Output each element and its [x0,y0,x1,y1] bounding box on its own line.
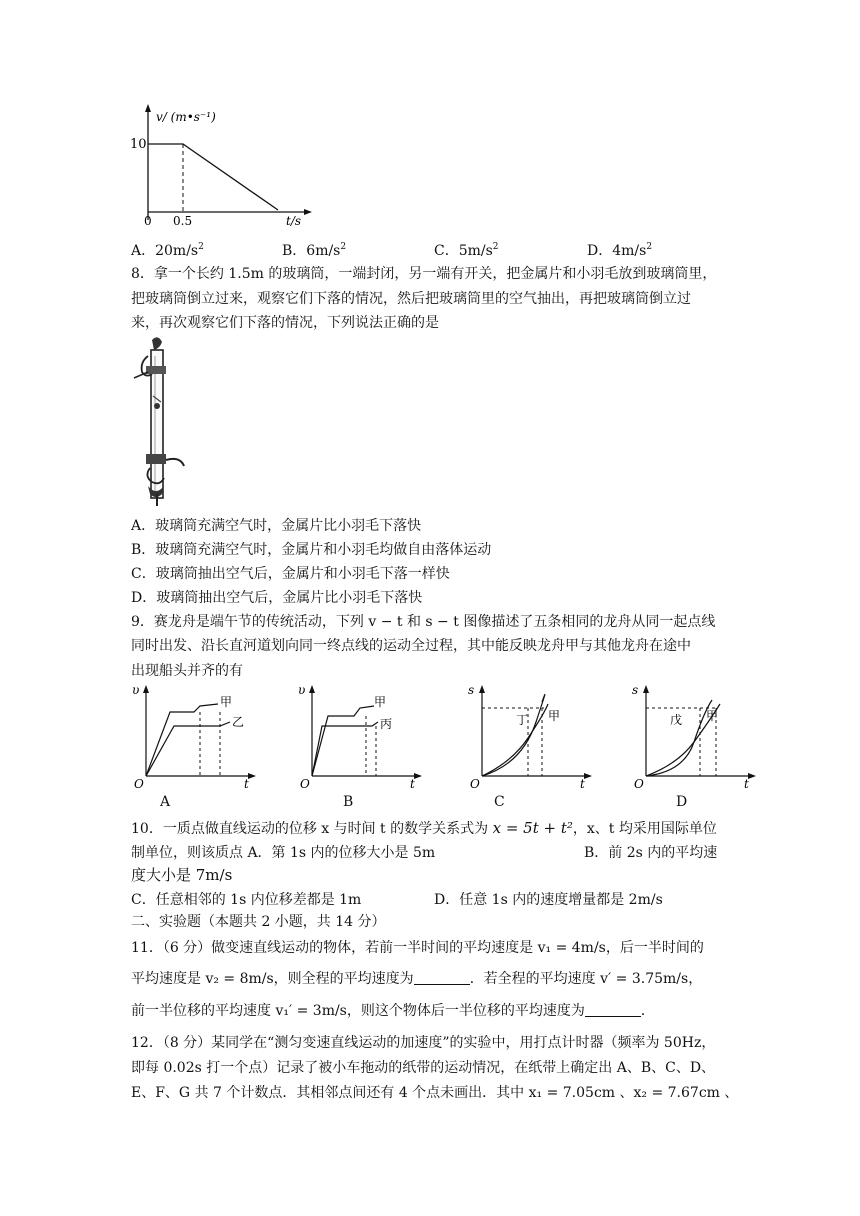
q7-origin: 0 [144,214,152,228]
q10-option-d: D．任意 1s 内的速度增量都是 2m/s [434,892,663,908]
q9d-y-label: s [632,683,639,697]
q9b-series1: 甲 [374,695,387,709]
q7-vt-graph [128,98,328,228]
q9-stem-line3: 出现船头并齐的有 [131,663,243,679]
q9-graph-b [294,682,434,790]
q7-option-a: A．$20m/s^2$ [131,242,204,259]
q9b-x-label: t [410,777,415,790]
q9d-series1: 甲 [706,709,719,723]
q10-stem-line2a: 制单位，则该质点 A．第 1s 内的位移大小是 5m [131,845,436,861]
q7-option-c: C．$5m/s^2$ [434,242,499,259]
q9-graph-d-label: D [676,794,688,810]
q9c-series2: 丁 [516,713,529,727]
q9a-origin: O [134,777,144,790]
q10-formula: x = 5t + t² [492,819,573,837]
q9d-origin: O [634,777,644,790]
q9b-origin: O [300,777,310,790]
q8-option-a: A．玻璃筒充满空气时，金属片比小羽毛下落快 [131,518,422,534]
q8-stem-line3: 来，再次观察它们下落的情况，下列说法正确的是 [131,315,439,331]
q9c-y-label: s [468,683,475,697]
q8-option-d: D．玻璃筒抽出空气后，金属片比小羽毛下落快 [131,590,423,606]
q9b-series2: 丙 [380,717,393,731]
q10-option-b: B．前 2s 内的平均速 [584,845,718,861]
q9c-x-label: t [580,777,585,790]
q10-stem-line3: 度大小是 7m/s [131,866,233,884]
q12-stem-line2: 即每 0.02s 打一个点）记录了被小车拖动的纸带的运动情况，在纸带上确定出 A、B、C、D、 [131,1060,716,1076]
q11-stem-line3: 前一半位移的平均速度 v₁′ = 3m/s，则这个物体后一半位移的平均速度为 ． [131,1003,655,1019]
q9a-y-label: υ [132,683,140,697]
q9a-series1: 甲 [220,695,233,709]
q9b-y-label: υ [298,683,306,697]
q11-answer-blank-2[interactable] [585,1002,641,1017]
q8-stem-line2: 把玻璃筒倒立过来，观察它们下落的情况，然后把玻璃筒里的空气抽出，再把玻璃筒倒立过 [131,291,691,307]
q9a-series2: 乙 [232,715,245,729]
q9-graph-a-label: A [160,794,171,810]
q11-stem-line1: 11．（6 分）做变速直线运动的物体，若前一半时间的平均速度是 v₁ = 4m/s，后一半时间的 [131,940,704,956]
q9-graph-b-label: B [343,794,354,810]
q7-option-d: D．$4m/s^2$ [587,242,653,259]
q9c-origin: O [470,777,480,790]
q9a-x-label: t [244,777,249,790]
section-2-heading: 二、实验题（本题共 2 小题，共 14 分） [131,914,386,930]
q9-graph-c [464,682,604,790]
q8-option-c: C．玻璃筒抽出空气后，金属片和小羽毛下落一样快 [131,566,450,582]
q12-stem-line3: E、F、G 共 7 个计数点．其相邻点间还有 4 个点未画出．其中 x₁ = 7.05cm 、x₂ = 7.67cm 、 [131,1085,739,1101]
q9-stem-line1: 9．赛龙舟是端午节的传统活动，下列 v − t 和 s − t 图像描述了五条相同的龙舟从同一起点线 [131,614,716,630]
q10-stem-line1: 10．一质点做直线运动的位移 x 与时间 t 的数学关系式为 x = 5t + t²，x、t 均采用国际单位 [131,819,717,837]
q8-option-b: B．玻璃筒充满空气时，金属片和小羽毛均做自由落体运动 [131,542,492,558]
q9d-x-label: t [744,777,749,790]
q9-stem-line2: 同时出发、沿长直河道划向同一终点线的运动全过程，其中能反映龙舟甲与其他龙舟在途中 [131,638,691,654]
q9c-series1: 甲 [548,709,561,723]
q7-y-label: v/ (m•s⁻¹) [156,110,216,124]
q9-graph-c-label: C [494,794,505,810]
q7-y-tick: 10 [130,137,147,152]
q9-graph-d [628,682,768,790]
q7-x-label: t/s [286,214,302,228]
glass-tube-illustration [128,336,188,508]
q9-graph-a [128,682,268,790]
q7-x-tick: 0.5 [173,214,193,228]
q7-option-b: B．$6m/s^2$ [282,242,347,259]
q10-option-c: C．任意相邻的 1s 内位移差都是 1m [131,892,362,908]
q12-stem-line1: 12．（8 分）某同学在“测匀变速直线运动的加速度”的实验中，用打点计时器（频率为 50Hz， [131,1035,716,1051]
q11-answer-blank-1[interactable] [414,970,470,985]
q11-stem-line2: 平均速度是 v₂ = 8m/s，则全程的平均速度为 ．若全程的平均速度 v′ = 3.75m/s， [131,971,703,987]
q8-stem-line1: 8．拿一个长约 1.5m 的玻璃筒，一端封闭，另一端有开关，把金属片和小羽毛放到玻璃筒里， [131,266,717,282]
q9d-series2: 戊 [670,713,683,727]
